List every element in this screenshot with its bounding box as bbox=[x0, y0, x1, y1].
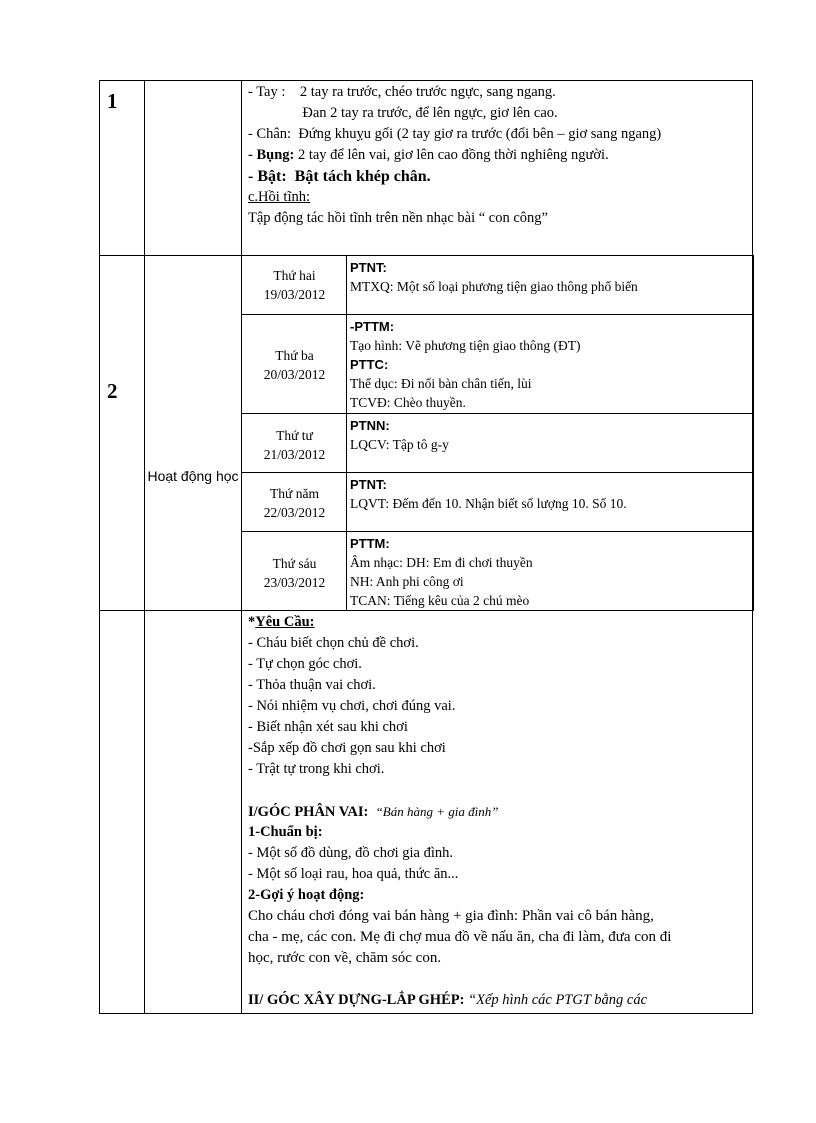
activity-line: Tạo hình: Vẽ phương tiện giao thông (ĐT) bbox=[350, 338, 581, 353]
activity-line: LQCV: Tập tô g-y bbox=[350, 437, 449, 452]
paragraph-line: cha - mẹ, các con. Mẹ đi chợ mua đồ về nấu ăn, cha đi làm, đưa con đi bbox=[248, 929, 672, 945]
section-theme: “Bán hàng + gia đình” bbox=[375, 804, 499, 819]
section-title: I/GÓC PHÂN VAI: bbox=[248, 804, 369, 820]
day-date: 20/03/2012 bbox=[263, 367, 326, 382]
list-item: - Thỏa thuận vai chơi. bbox=[248, 677, 376, 693]
day-name: Thứ năm bbox=[270, 486, 319, 501]
day-date: 22/03/2012 bbox=[263, 505, 326, 520]
activity-line: LQVT: Đếm đến 10. Nhận biết số lượng 10. Số 10. bbox=[350, 496, 627, 511]
activity-heading: PTNT: bbox=[350, 477, 387, 492]
requirements-label: Yêu Cầu: bbox=[255, 614, 315, 630]
row-number-2: 2 bbox=[107, 379, 118, 403]
play-content bbox=[248, 612, 671, 1011]
day-name: Thứ sáu bbox=[272, 556, 317, 571]
activity-line: NH: Anh phi công ơi bbox=[350, 574, 464, 589]
day-activity bbox=[350, 258, 638, 296]
bat-label: - Bật: bbox=[248, 168, 287, 185]
list-item: - Nói nhiệm vụ chơi, chơi đúng vai. bbox=[248, 698, 456, 714]
star-mark: * bbox=[248, 614, 256, 630]
list-item: - Tự chọn góc chơi. bbox=[248, 656, 362, 672]
text-line: Đan 2 tay ra trước, để lên ngực, giơ lên cao. bbox=[248, 105, 558, 121]
activity-line: TCAN: Tiếng kêu của 2 chú mèo bbox=[350, 593, 530, 608]
day-date: 21/03/2012 bbox=[263, 447, 326, 462]
text-line: Tập động tác hồi tĩnh trên nền nhạc bài “ con công” bbox=[248, 210, 548, 226]
paragraph-line: học, rước con về, chăm sóc con. bbox=[248, 950, 442, 966]
day-date: 19/03/2012 bbox=[263, 287, 326, 302]
spacer bbox=[248, 780, 671, 801]
list-item: - Biết nhận xét sau khi chơi bbox=[248, 719, 408, 735]
list-item: - Một số loại rau, hoa quả, thức ăn... bbox=[248, 866, 459, 882]
text-line: - Tay : 2 tay ra trước, chéo trước ngực, sang ngang. bbox=[248, 84, 556, 100]
day-name: Thứ ba bbox=[275, 348, 314, 363]
text-line: - Chân: Đứng khuỵu gối (2 tay giơ ra trước (đổi bên – giơ sang ngang) bbox=[248, 126, 662, 142]
activity-heading: PTNT: bbox=[350, 260, 387, 275]
list-item: - Cháu biết chọn chủ đề chơi. bbox=[248, 635, 419, 651]
activity-line: Thể dục: Đi nối bàn chân tiến, lùi bbox=[350, 376, 532, 391]
bung-text: 2 tay để lên vai, giơ lên cao đồng thời nghiêng người. bbox=[294, 147, 609, 163]
exercise-content bbox=[248, 82, 661, 229]
list-item: -Sắp xếp đồ chơi gọn sau khi chơi bbox=[248, 740, 446, 756]
text-line bbox=[248, 145, 661, 166]
activity-line: Âm nhạc: DH: Em đi chơi thuyền bbox=[350, 555, 533, 570]
hoi-tinh-label: c.Hồi tĩnh: bbox=[248, 189, 311, 205]
list-item: - Trật tự trong khi chơi. bbox=[248, 761, 385, 777]
day-activity bbox=[350, 317, 581, 412]
day-date: 23/03/2012 bbox=[263, 575, 326, 590]
activity-label: Hoạt động học bbox=[147, 468, 239, 484]
day-row-tuesday bbox=[241, 314, 754, 414]
day-label bbox=[242, 266, 347, 304]
day-label bbox=[242, 346, 347, 384]
column-divider-1 bbox=[144, 81, 145, 1013]
lesson-plan-table bbox=[99, 80, 753, 1014]
schedule-table bbox=[241, 255, 754, 611]
day-name: Thứ tư bbox=[276, 428, 313, 443]
day-activity bbox=[350, 416, 449, 454]
day-activity bbox=[350, 475, 627, 513]
day-name: Thứ hai bbox=[273, 268, 316, 283]
day-row-friday bbox=[241, 531, 754, 611]
activity-line: TCVĐ: Chèo thuyền. bbox=[350, 395, 466, 410]
list-item: - Một số đồ dùng, đồ chơi gia đình. bbox=[248, 845, 454, 861]
subsection-heading: 1-Chuẩn bị: bbox=[248, 824, 323, 840]
activity-heading: PTTM: bbox=[350, 536, 390, 551]
requirements-heading bbox=[248, 612, 671, 633]
row-number-1: 1 bbox=[107, 89, 118, 113]
paragraph-line: Cho cháu chơi đóng vai bán hàng + gia đình: Phần vai cô bán hàng, bbox=[248, 908, 654, 924]
activity-heading: PTNN: bbox=[350, 418, 390, 433]
activity-heading: PTTC: bbox=[350, 357, 389, 372]
text-line bbox=[248, 187, 661, 208]
text-line bbox=[248, 166, 661, 187]
day-activity bbox=[350, 534, 533, 610]
bat-text: Bật tách khép chân. bbox=[286, 168, 431, 185]
day-label bbox=[242, 554, 347, 592]
day-row-wednesday bbox=[241, 413, 754, 473]
section-heading bbox=[248, 801, 671, 822]
bung-label: - Bụng: bbox=[248, 147, 295, 163]
activity-heading: -PTTM: bbox=[350, 319, 395, 334]
section-heading bbox=[248, 990, 671, 1011]
activity-line: MTXQ: Một số loại phương tiện giao thông phổ biến bbox=[350, 279, 638, 294]
spacer bbox=[248, 969, 671, 990]
day-row-monday bbox=[241, 255, 754, 315]
section-theme: “Xếp hình các PTGT bằng các bbox=[468, 992, 648, 1008]
day-label bbox=[242, 426, 347, 464]
day-row-thursday bbox=[241, 472, 754, 532]
subsection-heading: 2-Gợi ý hoạt động: bbox=[248, 887, 365, 903]
section-title: II/ GÓC XÂY DỰNG-LẮP GHÉP: bbox=[248, 992, 465, 1008]
day-label bbox=[242, 484, 347, 522]
